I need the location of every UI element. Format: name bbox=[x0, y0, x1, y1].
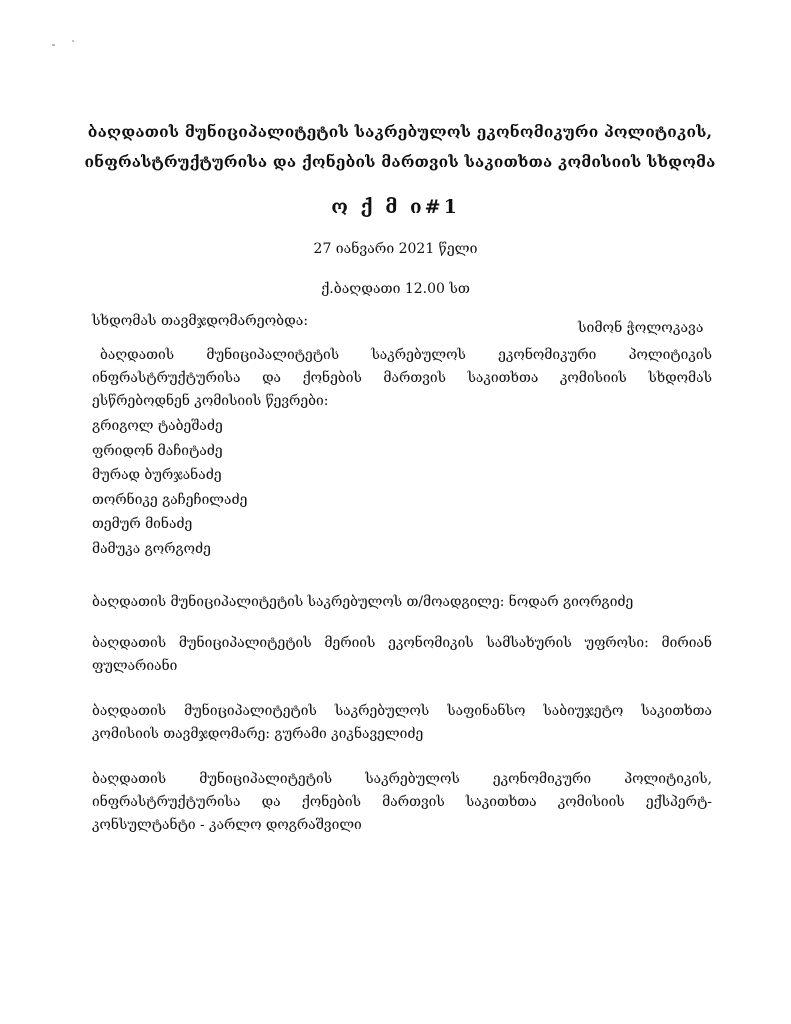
meeting-date: 27 იანვარი 2021 წელი bbox=[313, 241, 478, 257]
heading-line-1: ბაღდათის მუნიციპალიტეტის საკრებულოს ეკონომიკური პოლიტიკის, bbox=[87, 122, 713, 141]
word: ქონების bbox=[302, 370, 362, 386]
word: ბაღდათის bbox=[92, 635, 167, 651]
paragraph-line: კომისიის თავმჯდომარე: გურამი კიკნაველიძე bbox=[92, 726, 424, 742]
word: საკრებულოს bbox=[365, 771, 460, 787]
member-name: თორნიკე გაჩეჩილაძე bbox=[92, 491, 248, 508]
word: მირიან bbox=[661, 635, 712, 651]
word: ეკონომიკის bbox=[388, 635, 474, 651]
word: კომისიის bbox=[559, 370, 627, 386]
word: ქონების bbox=[301, 794, 362, 810]
economy-head-paragraph bbox=[92, 632, 712, 678]
word: მუნიციპალიტეტის bbox=[199, 771, 333, 787]
word: ბაღდათის bbox=[92, 703, 167, 719]
justified-line bbox=[92, 768, 712, 791]
word: მუნიციპალიტეტის bbox=[206, 347, 340, 363]
paragraph-line: ბაღდათის მუნიციპალიტეტის საკრებულოს თ/მოადგილე: ნოდარ გიორგიძე bbox=[92, 594, 634, 610]
protocol-number: ო ქ მ ი#1 bbox=[331, 196, 460, 218]
word: ეკონომიკური bbox=[498, 347, 597, 363]
word: მუნიციპალიტეტის bbox=[184, 703, 317, 719]
word: და bbox=[262, 370, 282, 386]
member-name: მურად ბურჯანაძე bbox=[92, 467, 222, 484]
word: ინფრასტრუქტურისა bbox=[92, 794, 241, 810]
member-name: მამუკა გორგოძე bbox=[92, 540, 211, 557]
word: ბაღდათის bbox=[100, 347, 175, 363]
paragraph-line: ესწრებოდნენ კომისიის წევრები: bbox=[92, 393, 329, 409]
scan-speck bbox=[52, 44, 55, 46]
word: სხდომას bbox=[648, 370, 712, 386]
paragraph-line: კონსულტანტი - კარლო დოგრაშვილი bbox=[92, 817, 362, 833]
word: ექსპერტ- bbox=[645, 794, 712, 810]
word: ეკონომიკური bbox=[492, 771, 592, 787]
paragraph-line: ფულარიანი bbox=[92, 658, 178, 674]
word: მართვის bbox=[382, 794, 445, 810]
finance-chair-paragraph bbox=[92, 700, 712, 746]
member-name: ფრიდონ მაჩიტაძე bbox=[92, 442, 223, 459]
word: მერიის bbox=[324, 635, 376, 651]
word: საფინანსო bbox=[447, 703, 526, 719]
justified-line bbox=[92, 367, 712, 390]
deputy-paragraph bbox=[92, 591, 712, 614]
word: საკრებულოს bbox=[334, 703, 430, 719]
meeting-place-time: ქ.ბაღდათი 12.00 სთ bbox=[321, 281, 470, 297]
word: მართვის bbox=[383, 370, 446, 386]
word: სამსახურის bbox=[486, 635, 572, 651]
members-list bbox=[92, 414, 247, 562]
word: საკრებულოს bbox=[371, 347, 466, 363]
justified-line bbox=[92, 344, 712, 367]
heading-line-2: ინფრასტრუქტურისა და ქონების მართვის საკითხთა კომისიის სხდომა bbox=[84, 152, 716, 171]
word: საკითხთა bbox=[465, 794, 537, 810]
word: მუნიციპალიტეტის bbox=[178, 635, 312, 651]
word: პოლიტიკის, bbox=[624, 771, 712, 787]
word: ბაღდათის bbox=[92, 771, 167, 787]
justified-line bbox=[92, 632, 712, 655]
word: საბიუჯეტო bbox=[543, 703, 624, 719]
chair-name: სიმონ ჭოლოკავა bbox=[578, 320, 704, 336]
word: საკითხთა bbox=[467, 370, 539, 386]
chair-label: სხდომას თავმჯდომარეობდა: bbox=[92, 313, 309, 329]
member-name: გრიგოლ ტაბეშაძე bbox=[92, 418, 223, 434]
scan-speck bbox=[72, 40, 74, 42]
word: და bbox=[261, 794, 281, 810]
word: საკითხთა bbox=[641, 703, 712, 719]
justified-line bbox=[92, 700, 712, 723]
word: ინფრასტრუქტურისა bbox=[92, 370, 241, 386]
word: კომისიის bbox=[557, 794, 625, 810]
word: უფროსი: bbox=[584, 635, 649, 651]
word: პოლიტიკის bbox=[628, 347, 712, 363]
member-name: თემურ მინაძე bbox=[92, 516, 193, 533]
justified-line bbox=[92, 791, 712, 814]
expert-paragraph bbox=[92, 768, 712, 837]
attendance-paragraph bbox=[92, 344, 712, 413]
